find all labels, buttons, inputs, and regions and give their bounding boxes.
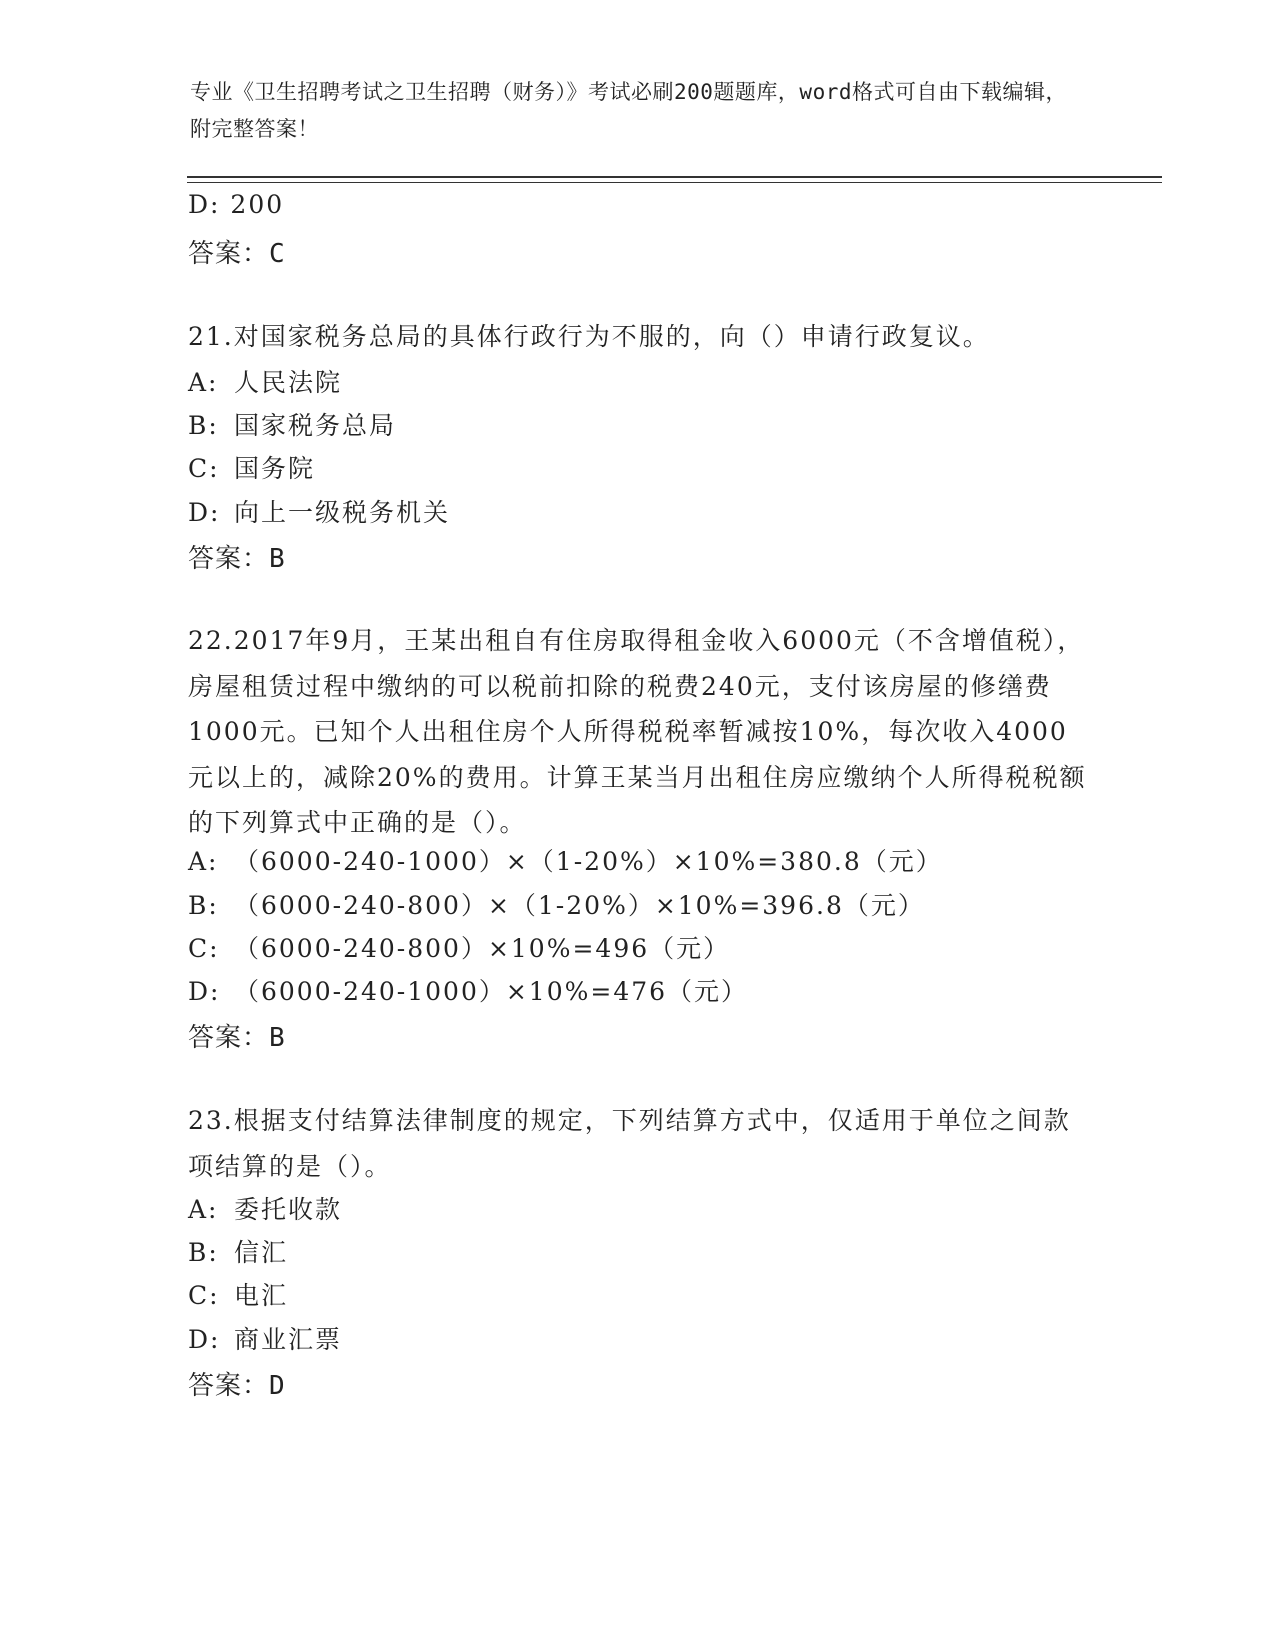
option-text: 向上一级税务机关 (234, 498, 451, 527)
q22-option-d (188, 972, 748, 1008)
option-letter: C: (188, 454, 220, 483)
question-23-text: 23.根据支付结算法律制度的规定，下列结算方式中，仅适用于单位之间款项结算的是（）。 (188, 1106, 1071, 1181)
option-text: （6000-240-800）×（1-20%）×10%=396.8（元） (234, 891, 925, 920)
option-text: 信汇 (234, 1238, 289, 1267)
header-divider-thick (187, 176, 1162, 178)
question-22-text: 22.2017年9月，王某出租自有住房取得租金收入6000元（不含增值税），房屋租赁过程中缴纳的可以税前扣除的税费240元，支付该房屋的修缮费1000元。已知个人出租住房个人所得税税率暂减按10%，每次收入4000元以上的，减除20%的费用。计算王某当月出租住房应缴纳个人所得税税额的下列算式中正确的是（）。 (188, 626, 1087, 838)
q21-option-c (188, 449, 315, 485)
option-letter: B: (188, 891, 219, 920)
option-letter: A: (188, 1195, 219, 1224)
option-letter: D: (188, 498, 221, 527)
option-letter: A: (188, 368, 219, 397)
option-letter: C: (188, 934, 220, 963)
option-letter: B: (188, 411, 219, 440)
option-letter: D: (188, 977, 221, 1006)
option-text: 电汇 (234, 1281, 289, 1310)
q22-answer: 答案：B (188, 1023, 286, 1053)
option-letter: D: (188, 1325, 221, 1354)
q22-option-a (188, 842, 943, 878)
q22-option-c (188, 929, 730, 965)
header-divider-thin (187, 182, 1162, 183)
option-letter: C: (188, 1281, 220, 1310)
option-text: （6000-240-800）×10%=496（元） (234, 934, 731, 963)
q23-option-d (188, 1320, 342, 1356)
prev-answer: 答案：C (188, 239, 286, 269)
option-text: 商业汇票 (234, 1325, 343, 1354)
q22-option-b (188, 886, 925, 922)
option-letter: A: (188, 847, 219, 876)
q21-option-a (188, 363, 342, 399)
prev-option-d: D: 200 (188, 190, 285, 219)
q21-option-d (188, 493, 450, 529)
question-21-text: 21.对国家税务总局的具体行政行为不服的，向（）申请行政复议。 (188, 322, 990, 351)
q21-answer: 答案：B (188, 544, 286, 574)
q23-answer: 答案：D (188, 1371, 286, 1401)
q23-option-c (188, 1276, 288, 1312)
option-letter: B: (188, 1238, 219, 1267)
option-text: 人民法院 (234, 368, 343, 397)
option-text: 国务院 (234, 454, 316, 483)
option-text: 国家税务总局 (234, 411, 397, 440)
q23-option-b (188, 1233, 288, 1269)
q23-option-a (188, 1190, 342, 1226)
option-text: （6000-240-1000）×10%=476（元） (234, 977, 749, 1006)
option-text: （6000-240-1000）×（1-20%）×10%=380.8（元） (234, 847, 943, 876)
option-text: 委托收款 (234, 1195, 343, 1224)
document-header: 专业《卫生招聘考试之卫生招聘（财务）》考试必刷200题题库，word格式可自由下载编辑，附完整答案！ (190, 80, 1067, 141)
q21-option-b (188, 406, 396, 442)
